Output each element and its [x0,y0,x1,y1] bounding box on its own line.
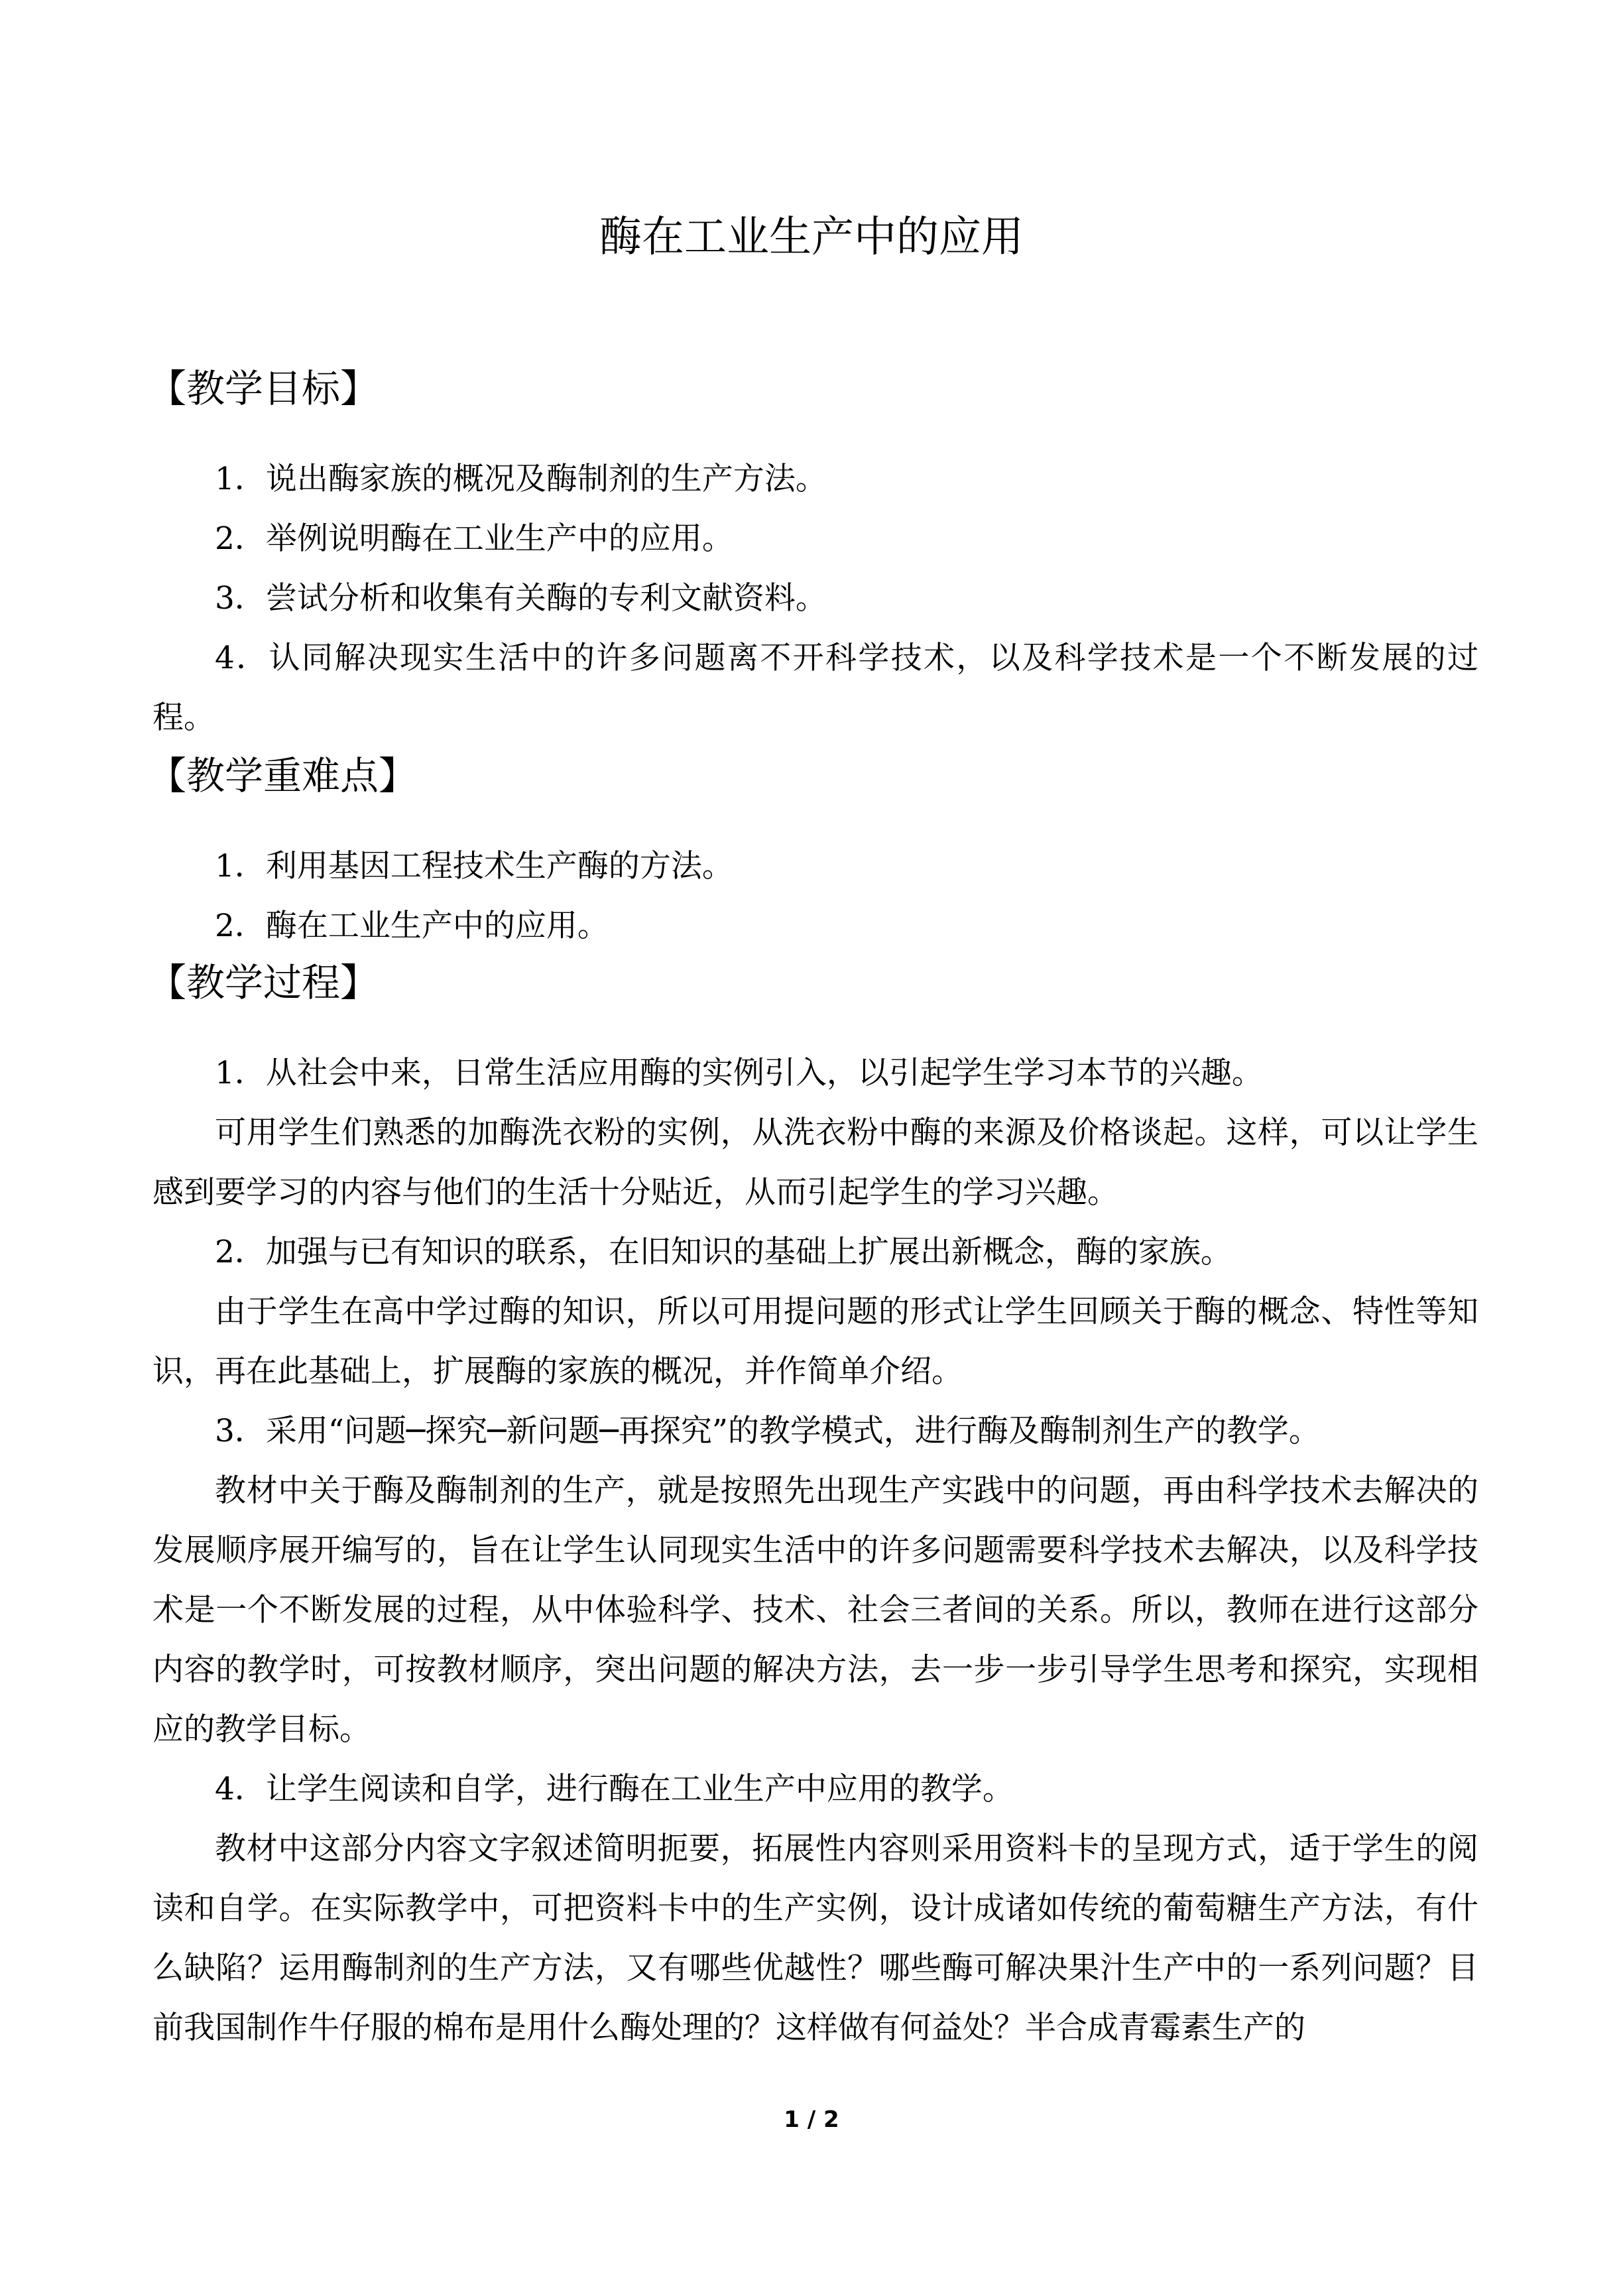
process-paragraph: 可用学生们熟悉的加酶洗衣粉的实例，从洗衣粉中酶的来源及价格谈起。这样，可以让学生感到要学习的内容与他们的生活十分贴近，从而引起学生的学习兴趣。 [152,1115,1478,1211]
heading-objectives: 【教学目标】 [148,366,379,411]
objective-item: 1．说出酶家族的概况及酶制剂的生产方法。 [215,461,827,497]
objective-item: 4．认同解决现实生活中的许多问题离不开科学技术，以及科学技术是一个不断发展的过程。 [152,640,1478,736]
heading-process: 【教学过程】 [148,960,379,1005]
page-number: 1 / 2 [784,2106,839,2133]
process-paragraph: 1．从社会中来，日常生活应用酶的实例引入，以引起学生学习本节的兴趣。 [215,1055,1263,1091]
process-paragraph: 由于学生在高中学过酶的知识，所以可用提问题的形式让学生回顾关于酶的概念、特性等知识，再在此基础上，扩展酶的家族的概况，并作简单介绍。 [152,1294,1478,1390]
process-paragraph: 4．让学生阅读和自学，进行酶在工业生产中应用的教学。 [215,1771,1014,1807]
heading-key-points: 【教学重难点】 [148,753,418,798]
process-paragraph: 教材中这部分内容文字叙述简明扼要，拓展性内容则采用资料卡的呈现方式，适于学生的阅读和自学。在实际教学中，可把资料卡中的生产实例，设计成诸如传统的葡萄糖生产方法，有什么缺陷？运用酶制剂的生产方法，又有哪些优越性？哪些酶可解决果汁生产中的一系列问题？目前我国制作牛仔服的棉布是用什么酶处理的？这样做有何益处？半合成青霉素生产的 [152,1831,1478,2046]
process-paragraph: 2．加强与已有知识的联系，在旧知识的基础上扩展出新概念，酶的家族。 [215,1234,1232,1270]
key-point-item: 2．酶在工业生产中的应用。 [215,908,609,944]
objective-item: 2．举例说明酶在工业生产中的应用。 [215,520,733,557]
process-paragraph: 教材中关于酶及酶制剂的生产，就是按照先出现生产实践中的问题，再由科学技术去解决的发展顺序展开编写的，旨在让学生认同现实生活中的许多问题需要科学技术去解决，以及科学技术是一个不断发展的过程，从中体验科学、技术、社会三者间的关系。所以，教师在进行这部分内容的教学时，可按教材顺序，突出问题的解决方法，去一步一步引导学生思考和探究，实现相应的教学目标。 [152,1473,1478,1748]
objective-item: 3．尝试分析和收集有关酶的专利文献资料。 [215,580,827,617]
process-paragraph: 3．采用“问题─探究─新问题─再探究”的教学模式，进行酶及酶制剂生产的教学。 [215,1413,1320,1449]
document-title: 酶在工业生产中的应用 [599,213,1024,262]
key-point-item: 1．利用基因工程技术生产酶的方法。 [215,848,733,884]
